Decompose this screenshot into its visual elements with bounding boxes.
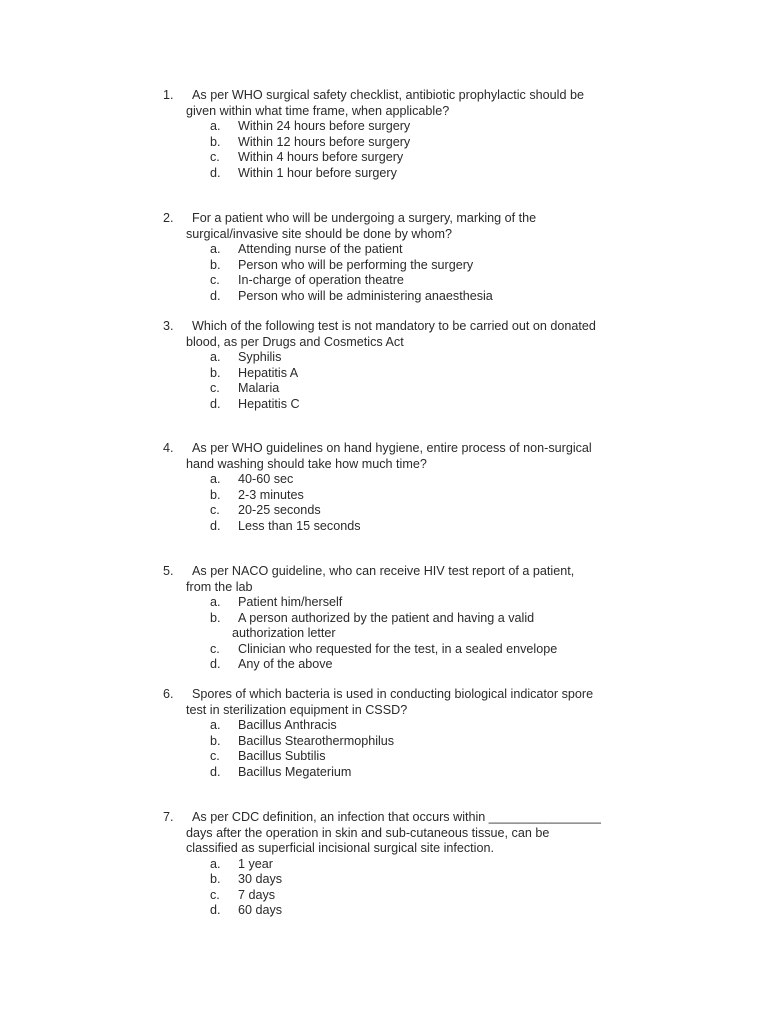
- question-text-line: hand washing should take how much time?: [186, 456, 427, 471]
- option-letter: b.: [210, 733, 221, 748]
- question-text-line: As per NACO guideline, who can receive HIV test report of a patient,: [192, 564, 575, 578]
- question-text-line: blood, as per Drugs and Cosmetics Act: [186, 334, 404, 349]
- option-letter: d.: [210, 657, 221, 671]
- option-text: Bacillus Megaterium: [238, 764, 352, 779]
- option-text: Person who will be performing the surgery: [238, 257, 474, 272]
- option-letter: c.: [210, 503, 220, 517]
- option-letter: b.: [210, 610, 221, 625]
- option-letter: c.: [210, 641, 220, 656]
- option-letter: c.: [210, 150, 220, 164]
- question-text-line: surgical/invasive site should be done by whom?: [186, 226, 453, 241]
- question-text-line: days after the operation in skin and sub-cutaneous tissue, can be: [186, 825, 550, 840]
- option-letter: d.: [210, 396, 221, 411]
- question-number: 6.: [163, 687, 174, 701]
- option-text: Patient him/herself: [238, 595, 343, 609]
- option-text: Bacillus Anthracis: [238, 718, 337, 732]
- option-text: 20-25 seconds: [238, 503, 321, 517]
- question-text-line: As per CDC definition, an infection that occurs within ________________: [192, 810, 601, 824]
- option-text: Malaria: [238, 381, 280, 395]
- option-letter: b.: [210, 487, 221, 502]
- question-text-line: test in sterilization equipment in CSSD?: [186, 702, 408, 717]
- question-text-line: Which of the following test is not mandatory to be carried out on donated: [192, 319, 596, 333]
- question-number: 5.: [163, 564, 174, 578]
- option-text: 30 days: [238, 872, 283, 886]
- option-letter: d.: [210, 903, 221, 917]
- question-number: 3.: [163, 319, 174, 333]
- option-text: 2-3 minutes: [238, 487, 304, 502]
- question-text-line: For a patient who will be undergoing a surgery, marking of the: [192, 211, 537, 225]
- option-text: Person who will be administering anaesthesia: [238, 288, 493, 303]
- option-letter: a.: [210, 472, 221, 486]
- option-letter: b.: [210, 365, 221, 380]
- option-text: Attending nurse of the patient: [238, 242, 403, 256]
- question-text-line: As per WHO surgical safety checklist, antibiotic prophylactic should be: [192, 88, 584, 102]
- option-letter: a.: [210, 350, 221, 364]
- option-text: 60 days: [238, 903, 283, 917]
- option-letter: a.: [210, 856, 221, 871]
- option-text: Hepatitis C: [238, 396, 300, 411]
- option-text: Hepatitis A: [238, 365, 299, 380]
- option-letter: b.: [210, 134, 221, 149]
- option-text: Clinician who requested for the test, in a sealed envelope: [238, 641, 558, 656]
- question-text-line: As per WHO guidelines on hand hygiene, entire process of non-surgical: [192, 441, 592, 455]
- option-letter: a.: [210, 119, 221, 133]
- option-letter: c.: [210, 887, 220, 902]
- option-text: Bacillus Stearothermophilus: [238, 733, 395, 748]
- option-letter: d.: [210, 165, 221, 180]
- option-text-continuation: authorization letter: [232, 626, 336, 640]
- option-letter: c.: [210, 381, 220, 395]
- question-text-line: given within what time frame, when applicable?: [186, 103, 450, 118]
- option-text: A person authorized by the patient and having a valid: [238, 610, 535, 625]
- option-text: 40-60 sec: [238, 472, 294, 486]
- option-letter: d.: [210, 764, 221, 779]
- question-text-line: Spores of which bacteria is used in conducting biological indicator spore: [192, 687, 594, 701]
- option-text: In-charge of operation theatre: [238, 273, 404, 287]
- option-text: Less than 15 seconds: [238, 518, 361, 533]
- option-text: 1 year: [238, 856, 274, 871]
- option-letter: c.: [210, 273, 220, 287]
- option-letter: b.: [210, 257, 221, 272]
- option-text: Within 12 hours before surgery: [238, 134, 411, 149]
- option-letter: c.: [210, 749, 220, 763]
- option-letter: d.: [210, 518, 221, 533]
- option-text: Any of the above: [238, 657, 333, 671]
- option-letter: a.: [210, 718, 221, 732]
- option-letter: a.: [210, 595, 221, 609]
- question-text-line: classified as superficial incisional surgical site infection.: [186, 841, 494, 855]
- option-text: Within 24 hours before surgery: [238, 119, 411, 133]
- option-text: Bacillus Subtilis: [238, 749, 326, 763]
- option-letter: a.: [210, 242, 221, 256]
- option-letter: b.: [210, 872, 221, 886]
- option-text: Within 1 hour before surgery: [238, 165, 397, 180]
- question-number: 4.: [163, 441, 174, 455]
- option-text: 7 days: [238, 887, 276, 902]
- question-number: 2.: [163, 211, 174, 225]
- question-number: 1.: [163, 88, 174, 102]
- question-number: 7.: [163, 810, 174, 824]
- question-text-line: from the lab: [186, 579, 253, 594]
- option-text: Syphilis: [238, 350, 282, 364]
- option-text: Within 4 hours before surgery: [238, 150, 404, 164]
- option-letter: d.: [210, 288, 221, 303]
